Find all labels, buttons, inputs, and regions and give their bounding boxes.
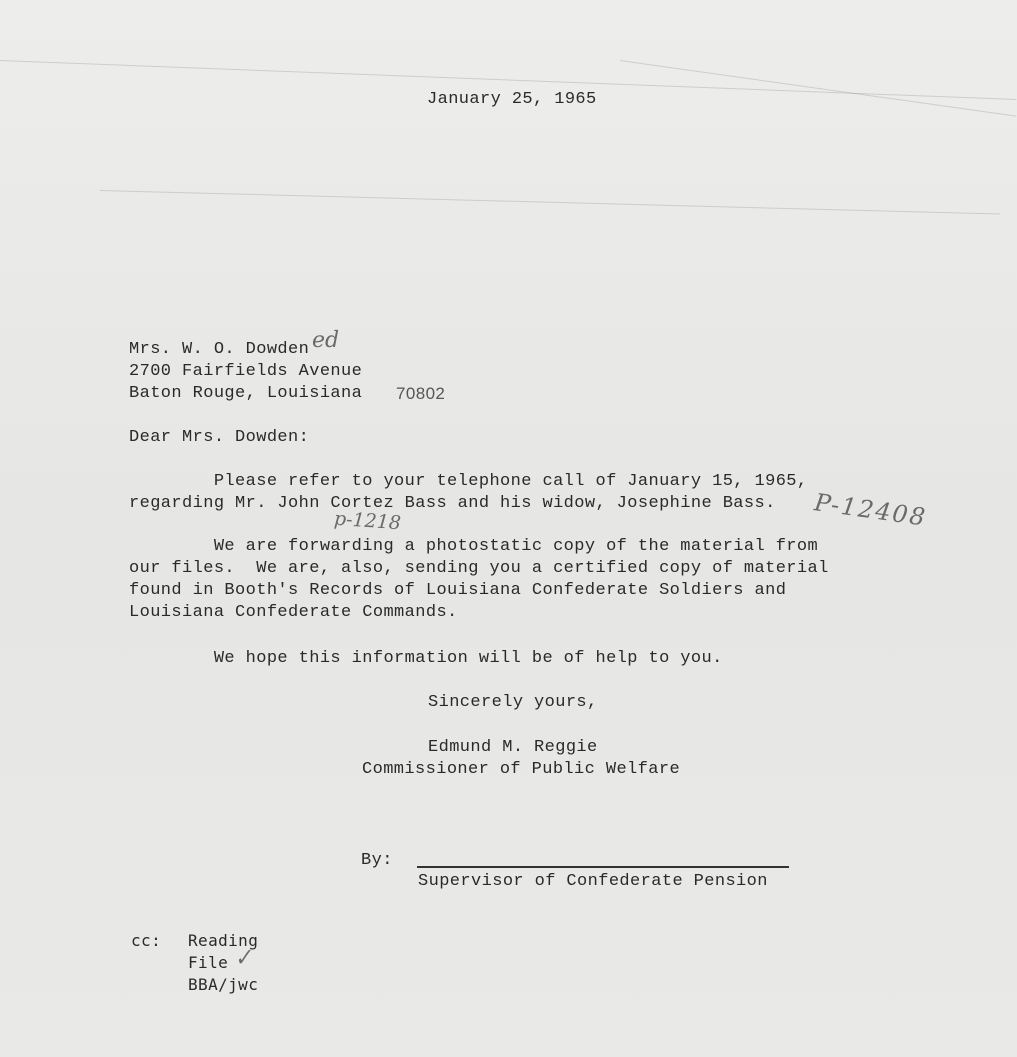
cc-line: Reading (188, 931, 259, 950)
closing: Sincerely yours, (428, 693, 598, 712)
body-line: regarding Mr. John Cortez Bass and his widow, Josephine Bass. (129, 494, 776, 513)
paper-crease (100, 190, 1000, 215)
letter-date: January 25, 1965 (427, 90, 597, 109)
body-line: We hope this information will be of help to you. (129, 649, 723, 668)
recipient-city: Baton Rouge, Louisiana (129, 384, 363, 403)
body-line: our files. We are, also, sending you a certified copy of material (129, 559, 829, 578)
recipient-street: 2700 Fairfields Avenue (129, 362, 363, 381)
recipient-zip: 70802 (396, 384, 446, 403)
signature-line (417, 866, 789, 868)
recipient-name: Mrs. W. O. Dowden (129, 340, 310, 359)
signer-title: Commissioner of Public Welfare (362, 760, 681, 779)
supervisor-title: Supervisor of Confederate Pension (418, 872, 768, 891)
handwritten-ref-left: p-1218 (333, 507, 402, 535)
salutation: Dear Mrs. Dowden: (129, 428, 310, 447)
cc-line: File (188, 953, 229, 972)
cc-label: cc: (131, 931, 162, 950)
signer-name: Edmund M. Reggie (428, 738, 598, 757)
check-mark-icon: ✓ (231, 944, 255, 973)
cc-line: BBA/jwc (188, 975, 259, 994)
body-line: We are forwarding a photostatic copy of the material from (129, 537, 819, 556)
handwritten-ed: ed (312, 328, 340, 353)
handwritten-ref-right: P-12408 (812, 488, 929, 532)
paper-crease (620, 60, 1016, 117)
body-line: Louisiana Confederate Commands. (129, 603, 458, 622)
body-line: Please refer to your telephone call of January 15, 1965, (129, 472, 808, 491)
body-line: found in Booth's Records of Louisiana Confederate Soldiers and (129, 581, 787, 600)
by-label: By: (361, 851, 393, 870)
